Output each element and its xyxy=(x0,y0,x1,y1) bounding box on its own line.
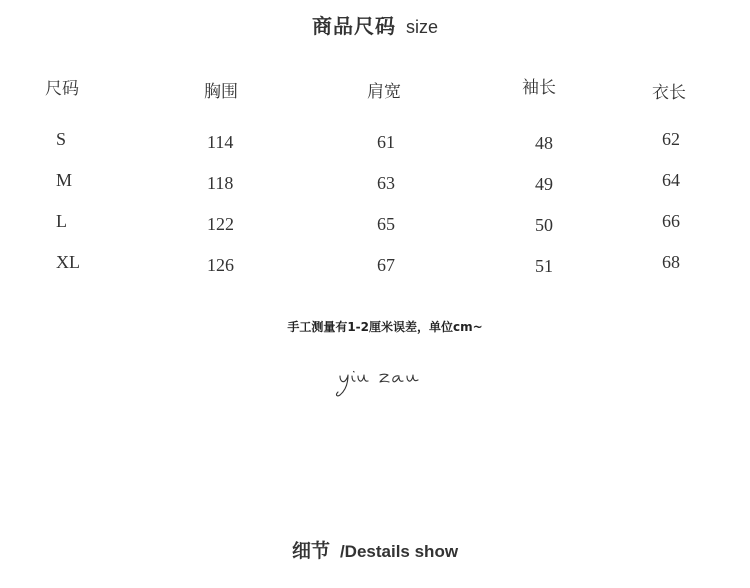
header-size: 尺码 xyxy=(45,79,79,99)
cell-sleeve: 51 xyxy=(535,256,553,276)
cell-size: L xyxy=(56,211,67,231)
cell-size: XL xyxy=(56,252,80,272)
cell-shoulder: 67 xyxy=(377,255,395,275)
cell-sleeve: 48 xyxy=(535,133,553,153)
cell-length: 62 xyxy=(662,129,680,149)
header-sleeve: 袖长 xyxy=(522,78,556,98)
cell-length: 64 xyxy=(662,170,680,190)
header-length: 衣长 xyxy=(652,83,686,103)
cell-sleeve: 49 xyxy=(535,174,553,194)
cell-shoulder: 61 xyxy=(377,132,395,152)
cell-chest: 114 xyxy=(207,132,234,152)
cell-size: M xyxy=(56,170,73,190)
cell-length: 66 xyxy=(662,211,680,231)
details-english: /Destails show xyxy=(339,542,459,561)
measurement-note: 手工测量有1-2厘米误差，单位cm~ xyxy=(287,320,483,334)
cell-size: S xyxy=(56,129,67,149)
cell-sleeve: 50 xyxy=(535,215,553,235)
cell-shoulder: 65 xyxy=(377,214,395,234)
header-shoulder: 肩宽 xyxy=(367,82,401,102)
cell-chest: 118 xyxy=(207,173,234,193)
details-heading xyxy=(0,536,750,563)
cell-length: 68 xyxy=(662,252,680,272)
details-chinese: 细节 xyxy=(291,540,330,562)
cell-chest: 122 xyxy=(207,214,234,234)
title-chinese: 商品尺码 xyxy=(311,14,396,38)
header-chest: 胸围 xyxy=(204,82,238,102)
title-english: size xyxy=(405,17,438,37)
page-title xyxy=(0,10,750,39)
cell-shoulder: 63 xyxy=(377,173,395,193)
cell-chest: 126 xyxy=(207,255,234,275)
signature-logo xyxy=(334,362,438,398)
